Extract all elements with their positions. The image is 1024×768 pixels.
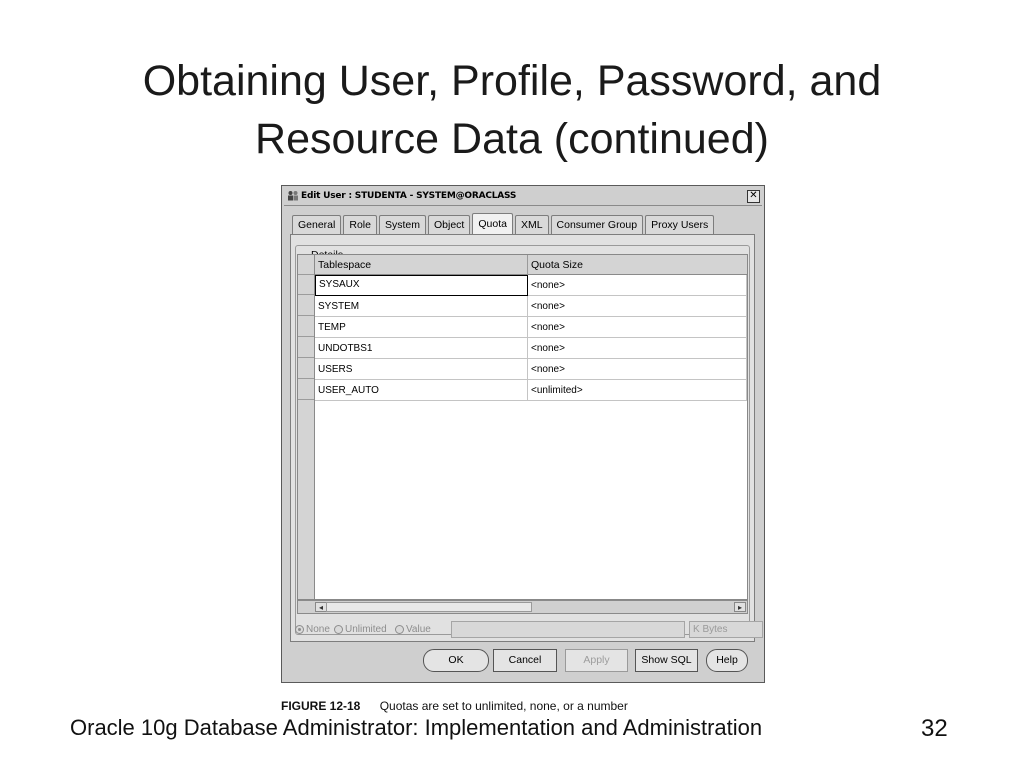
value-radio-label: Value [406, 624, 431, 635]
quota-cell[interactable]: <none> [528, 275, 747, 296]
quota-cell[interactable]: <unlimited> [528, 380, 747, 401]
row-header[interactable] [298, 317, 314, 337]
table-row[interactable] [315, 275, 747, 296]
value-radio[interactable] [395, 625, 404, 634]
tablespace-cell[interactable]: TEMP [315, 317, 528, 338]
show-sql-button[interactable]: Show SQL [635, 649, 698, 672]
users-icon [287, 190, 299, 201]
quota-cell[interactable]: <none> [528, 296, 747, 317]
table-row[interactable] [315, 359, 747, 380]
tab-system[interactable]: System [379, 215, 426, 234]
cancel-button[interactable]: Cancel [493, 649, 557, 672]
dialog-title: Edit User : STUDENTA - SYSTEM@ORACLASS [301, 191, 517, 201]
slide-page-number: 32 [921, 715, 948, 742]
tab-quota[interactable]: Quota [472, 213, 513, 234]
edit-user-dialog [281, 185, 765, 683]
row-header[interactable] [298, 359, 314, 379]
tab-strip [292, 215, 716, 235]
row-header-corner [298, 255, 314, 275]
tab-object[interactable]: Object [428, 215, 470, 234]
table-row[interactable] [315, 317, 747, 338]
dialog-titlebar[interactable] [284, 188, 762, 204]
help-button[interactable]: Help [706, 649, 748, 672]
row-header[interactable] [298, 296, 314, 316]
slide-title [0, 52, 1024, 168]
none-radio-label: None [306, 624, 330, 635]
figure-caption [281, 699, 628, 713]
table-row[interactable] [315, 338, 747, 359]
tab-xml[interactable]: XML [515, 215, 549, 234]
quota-cell[interactable]: <none> [528, 338, 747, 359]
tablespace-cell[interactable]: USER_AUTO [315, 380, 528, 401]
row-header[interactable] [298, 338, 314, 358]
ok-button[interactable]: OK [423, 649, 489, 672]
tablespace-cell[interactable]: SYSTEM [315, 296, 528, 317]
quota-table [297, 254, 748, 600]
tab-consumer-group[interactable]: Consumer Group [551, 215, 644, 234]
slide-title-line-2: Resource Data (continued) [255, 115, 769, 163]
quota-cell[interactable]: <none> [528, 359, 747, 380]
column-header-quota-size[interactable]: Quota Size [528, 255, 747, 275]
tablespace-cell[interactable]: UNDOTBS1 [315, 338, 528, 359]
scrollbar-thumb[interactable] [326, 602, 532, 612]
horizontal-scrollbar[interactable] [297, 600, 748, 614]
quota-cell[interactable]: <none> [528, 317, 747, 338]
quota-value-input[interactable] [451, 621, 685, 638]
table-row[interactable] [315, 380, 747, 401]
none-radio[interactable] [295, 625, 304, 634]
row-header[interactable] [298, 275, 314, 295]
tab-general[interactable]: General [292, 215, 341, 234]
tab-role[interactable]: Role [343, 215, 377, 234]
tab-proxy-users[interactable]: Proxy Users [645, 215, 714, 234]
unlimited-radio[interactable] [334, 625, 343, 634]
slide-footer: Oracle 10g Database Administrator: Implementation and Administration [70, 715, 763, 740]
figure-label: FIGURE 12-18 [281, 699, 361, 713]
row-header-column [298, 255, 315, 599]
row-header[interactable] [298, 380, 314, 400]
slide-title-line-1: Obtaining User, Profile, Password, and [142, 57, 882, 105]
scroll-left-icon[interactable]: ◂ [315, 602, 327, 612]
tablespace-cell[interactable]: USERS [315, 359, 528, 380]
titlebar-divider [284, 205, 762, 206]
figure-caption-text: Quotas are set to unlimited, none, or a number [379, 699, 628, 713]
quota-unit-select[interactable]: K Bytes [689, 621, 763, 638]
scroll-right-icon[interactable]: ▸ [734, 602, 746, 612]
tablespace-cell[interactable]: SYSAUX [315, 275, 528, 296]
column-header-tablespace[interactable]: Tablespace [315, 255, 528, 275]
table-row[interactable] [315, 296, 747, 317]
apply-button[interactable]: Apply [565, 649, 628, 672]
close-icon[interactable]: ✕ [747, 190, 760, 203]
unlimited-radio-label: Unlimited [345, 624, 387, 635]
